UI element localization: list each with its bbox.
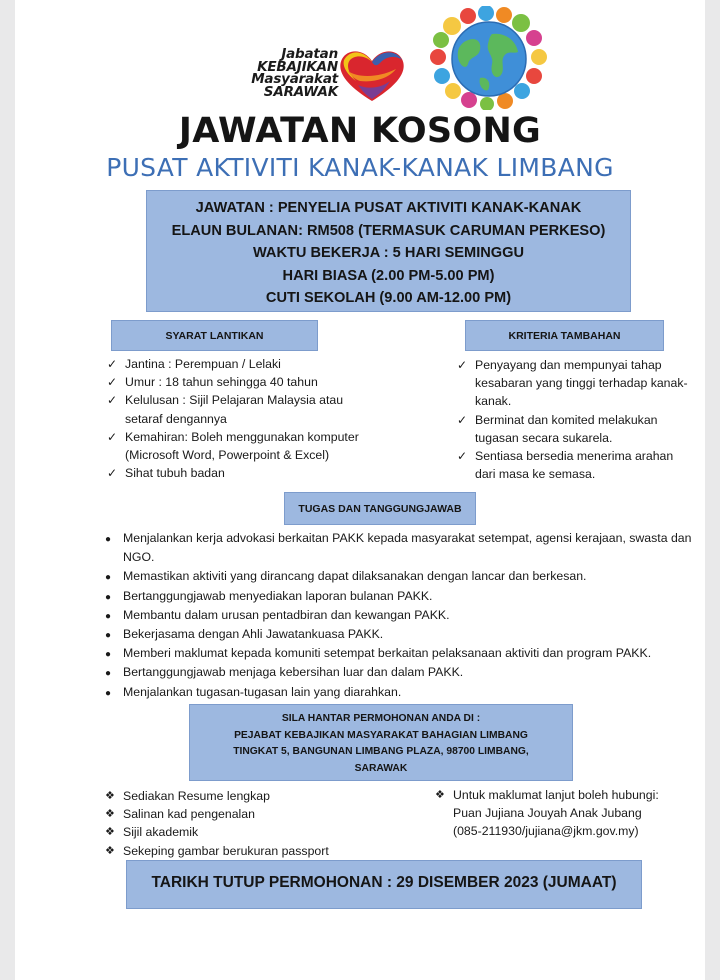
contact-details[interactable]: (085-211930/jujiana@jkm.gov.my)	[453, 824, 639, 839]
contact-name: Puan Jujiana Jouyah Anak Jubang	[453, 806, 642, 821]
check-mark-icon: ✓	[107, 429, 118, 444]
list-item: ● Membantu dalam urusan pentadbiran dan kewangan PAKK.	[105, 606, 695, 625]
list-item: ✓ Kelulusan : Sijil Pelajaran Malaysia atau setaraf dengannya	[107, 393, 344, 426]
syarat-list	[107, 355, 367, 482]
list-item: ✓ Berminat dan komited melakukan tugasan secara sukarela.	[457, 412, 658, 445]
list-item: ● Bertanggungjawab menyediakan laporan bulanan PAKK.	[105, 587, 695, 606]
list-item: ● Memastikan aktiviti yang dirancang dapat dilaksanakan dengan lancar dan berkesan.	[105, 567, 695, 586]
list-item: ● Bertanggungjawab menjaga kebersihan luar dan dalam PAKK.	[105, 663, 695, 682]
check-mark-icon: ✓	[457, 358, 468, 372]
list-item: ❖ Sediakan Resume lengkap	[105, 787, 385, 805]
bullet-dot-icon: ●	[105, 687, 112, 699]
diamond-bullet-icon: ❖	[105, 790, 115, 802]
contact-info	[435, 786, 695, 841]
page-title: JAWATAN KOSONG	[178, 111, 542, 151]
school-holiday-hours: CUTI SEKOLAH (9.00 AM-12.00 PM)	[265, 290, 512, 306]
bullet-dot-icon: ●	[105, 591, 112, 603]
check-mark-icon: ✓	[457, 412, 468, 427]
syarat-heading: SYARAT LANTIKAN	[111, 320, 318, 351]
bullet-dot-icon: ●	[105, 630, 112, 642]
tugas-heading: TUGAS DAN TANGGUNGJAWAB	[284, 492, 476, 525]
documents-list	[105, 787, 385, 860]
check-mark-icon: ✓	[107, 357, 118, 371]
kriteria-heading: KRITERIA TAMBAHAN	[465, 320, 664, 351]
kriteria-list	[457, 356, 697, 483]
job-position: JAWATAN : PENYELIA PUSAT AKTIVITI KANAK-KANAK	[195, 200, 582, 216]
list-item: ✓ Jantina : Perempuan / Lelaki	[107, 355, 367, 373]
list-item: ✓ Penyayang dan mempunyai tahap kesabaran yang tinggi terhadap kanak-kanak.	[457, 358, 688, 409]
diamond-bullet-icon: ❖	[105, 808, 115, 821]
check-mark-icon: ✓	[457, 449, 468, 464]
submission-address-box: SILA HANTAR PERMOHONAN ANDA DI : PEJABAT KEBAJIKAN MASYARAKAT BAHAGIAN LIMBANG TINGKAT 5, BANGUNAN LIMBANG PLAZA, 98700 LIMBANG, SARAWAK	[189, 704, 573, 781]
list-item: ❖ Sijil akademik	[105, 823, 385, 841]
list-item: ✓ Sihat tubuh badan	[107, 464, 367, 482]
working-time: WAKTU BEKERJA : 5 HARI SEMINGGU	[252, 245, 525, 261]
monthly-allowance: ELAUN BULANAN: RM508 (TERMASUK CARUMAN PERKESO)	[171, 222, 606, 239]
jkm-logo	[210, 45, 410, 103]
page-subtitle: PUSAT AKTIVITI KANAK-KANAK LIMBANG	[106, 153, 614, 182]
deadline-box: TARIKH TUTUP PERMOHONAN : 29 DISEMBER 2023 (JUMAAT)	[126, 860, 642, 909]
weekday-hours: HARI BIASA (2.00 PM-5.00 PM)	[282, 267, 495, 284]
jkm-logo-text: Jabatan KEBAJIKAN Masyarakat SARAWAK	[251, 46, 338, 100]
globe-children-icon	[430, 6, 548, 110]
list-item: ● Menjalankan tugasan-tugasan lain yang diarahkan.	[105, 683, 695, 702]
diamond-bullet-icon: ❖	[435, 789, 445, 801]
heart-logo-icon	[336, 45, 408, 103]
check-mark-icon: ✓	[107, 466, 118, 481]
bullet-dot-icon: ●	[105, 572, 112, 584]
list-item: ● Menjalankan kerja advokasi berkaitan PAKK kepada masyarakat setempat, agensi kerajaan, swasta dan NGO.	[105, 531, 692, 565]
tugas-list	[105, 529, 695, 702]
list-item: ● Memberi maklumat kepada komuniti setempat berkaitan pelaksanaan aktiviti dan program PAKK.	[105, 644, 695, 663]
list-item: ✓ Umur : 18 tahun sehingga 40 tahun	[107, 373, 367, 391]
list-item: ● Bekerjasama dengan Ahli Jawatankuasa PAKK.	[105, 625, 695, 644]
bullet-dot-icon: ●	[105, 610, 112, 622]
bullet-dot-icon: ●	[105, 534, 112, 545]
diamond-bullet-icon: ❖	[105, 844, 115, 857]
list-item: ✓ Sentiasa bersedia menerima arahan dari masa ke semasa.	[457, 449, 674, 482]
list-item: ✓ Kemahiran: Boleh menggunakan komputer (Microsoft Word, Powerpoint & Excel)	[107, 429, 359, 463]
list-item: ❖ Untuk maklumat lanjut boleh hubungi: Puan Jujiana Jouyah Anak Jubang (085-211930/jujiana@jkm.gov.my)	[435, 788, 659, 839]
diamond-bullet-icon: ❖	[105, 826, 115, 839]
list-item: ❖ Sekeping gambar berukuran passport	[105, 842, 385, 860]
job-info-box	[146, 190, 631, 312]
list-item: ❖ Salinan kad pengenalan	[105, 805, 385, 823]
bullet-dot-icon: ●	[105, 649, 112, 661]
poster	[15, 0, 705, 980]
check-mark-icon: ✓	[107, 375, 118, 390]
bullet-dot-icon: ●	[105, 668, 112, 680]
check-mark-icon: ✓	[107, 393, 118, 408]
